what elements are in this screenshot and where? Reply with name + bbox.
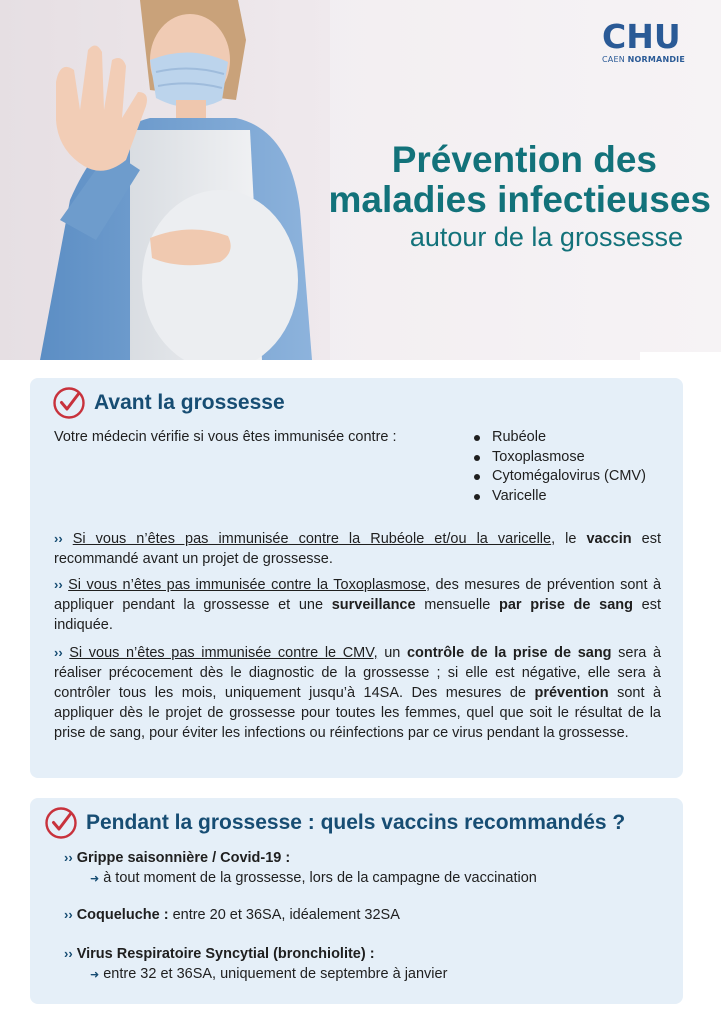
vaccine-item-flu-covid: ›› Grippe saisonnière / Covid-19 : ➜ à tout moment de la grossesse, lors de la campagne de vaccination <box>64 850 537 886</box>
title-line-2: maladies infectieuses <box>328 179 711 220</box>
check-circle-icon <box>44 806 78 840</box>
vaccine-item-pertussis: ›› Coqueluche : entre 20 et 36SA, idéalement 32SA <box>64 907 400 923</box>
chu-caen-logo <box>602 17 702 68</box>
arrow-icon: ›› <box>54 577 63 592</box>
during-pregnancy-header <box>44 806 625 840</box>
arrow-icon: ›› <box>54 531 63 546</box>
arrow-icon: ›› <box>64 946 73 961</box>
before-pregnancy-card <box>30 378 683 778</box>
during-pregnancy-title: Pendant la grossesse : quels vaccins recommandés ? <box>86 811 626 834</box>
hero-edge <box>640 352 721 360</box>
right-arrow-icon: ➜ <box>90 873 100 885</box>
vaccine-item-rsv: ›› Virus Respiratoire Syncytial (bronchiolite) : ➜ entre 32 et 36SA, uniquement de septembre à janvier <box>64 946 448 982</box>
immunity-list <box>472 428 646 506</box>
title-line-3: autour de la grossesse <box>409 222 683 252</box>
hero-banner <box>0 0 721 360</box>
before-pregnancy-header <box>52 386 285 420</box>
arrow-icon: ›› <box>54 645 63 660</box>
right-arrow-icon: ➜ <box>90 969 100 981</box>
logo-subtitle: CAEN NORMANDIE <box>602 55 686 64</box>
list-item: Rubéole <box>472 428 646 448</box>
arrow-icon: ›› <box>64 850 73 865</box>
rubella-paragraph: ›› Si vous n’êtes pas immunisée contre la Rubéole et/ou la varicelle, le vaccin est recommandé avant un projet de grossesse. <box>54 531 662 567</box>
page-title <box>291 140 711 254</box>
cmv-paragraph: ›› Si vous n’êtes pas immunisée contre le CMV, un contrôle de la prise de sang sera à réaliser précocement dès le diagnostic de la grossesse ; si elle est négative, elle sera à contrôler tous les mois, uniquement jusqu’à 14SA. Des mesures de prévention sont à appliquer dès le projet de grossesse pour toutes les femmes, quel que soit le résultat de la prise de sang, pour éviter les infections ou réinfections par ce virus pendant la grossesse. <box>54 645 662 741</box>
check-circle-icon <box>52 386 86 420</box>
title-line-1: Prévention des <box>391 139 657 180</box>
pregnant-woman-photo <box>0 0 330 360</box>
list-item: Varicelle <box>472 487 646 507</box>
during-pregnancy-card <box>30 798 683 1004</box>
toxoplasmosis-paragraph: ›› Si vous n’êtes pas immunisée contre la Toxoplasmose, des mesures de prévention sont à appliquer pendant la grossesse et une surveillance mensuelle par prise de sang est indiquée. <box>54 577 662 633</box>
immunity-intro: Votre médecin vérifie si vous êtes immunisée contre : <box>54 429 397 445</box>
logo-mark: CHU <box>602 17 681 56</box>
before-pregnancy-title: Avant la grossesse <box>94 391 285 414</box>
list-item: Toxoplasmose <box>472 448 646 468</box>
arrow-icon: ›› <box>64 907 73 922</box>
list-item: Cytomégalovirus (CMV) <box>472 467 646 487</box>
